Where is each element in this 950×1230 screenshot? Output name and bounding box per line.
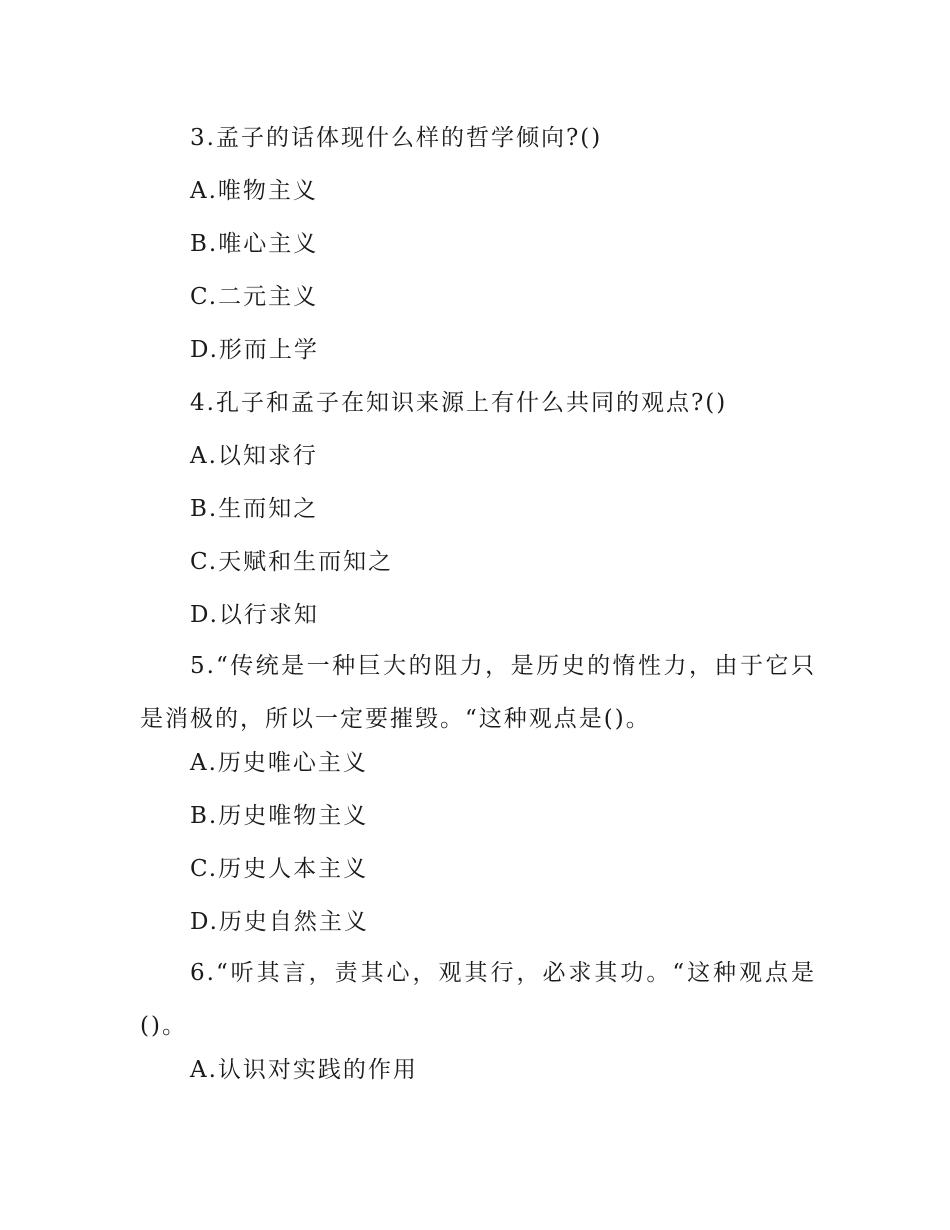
question-4-option-d: D.以行求知 — [190, 602, 319, 628]
question-6-stem: 6.“听其言，责其心，观其行，必求其功。“这种观点是()。 — [140, 960, 816, 1039]
question-4-stem: 4.孔子和孟子在知识来源上有什么共同的观点?() — [190, 390, 728, 416]
question-6-option-a: A.认识对实践的作用 — [190, 1057, 418, 1083]
question-5-option-b: B.历史唯物主义 — [190, 803, 369, 829]
question-5-option-d: D.历史自然主义 — [190, 909, 369, 935]
question-3-stem: 3.孟子的话体现什么样的哲学倾向?() — [190, 125, 603, 151]
question-3-option-b: B.唯心主义 — [190, 231, 319, 257]
question-4-option-a: A.以知求行 — [190, 443, 318, 469]
question-5-option-c: C.历史人本主义 — [190, 856, 369, 882]
question-4-option-c: C.天赋和生而知之 — [190, 549, 394, 575]
question-3-option-d: D.形而上学 — [190, 337, 319, 363]
question-3-option-a: A.唯物主义 — [190, 178, 318, 204]
question-5-stem: 5.“传统是一种巨大的阻力，是历史的惰性力，由于它只是消极的，所以一定要摧毁。“这种观点是()。 — [140, 653, 816, 732]
question-4-option-b: B.生而知之 — [190, 496, 319, 522]
question-5-option-a: A.历史唯心主义 — [190, 750, 368, 776]
question-3-option-c: C.二元主义 — [190, 284, 319, 310]
